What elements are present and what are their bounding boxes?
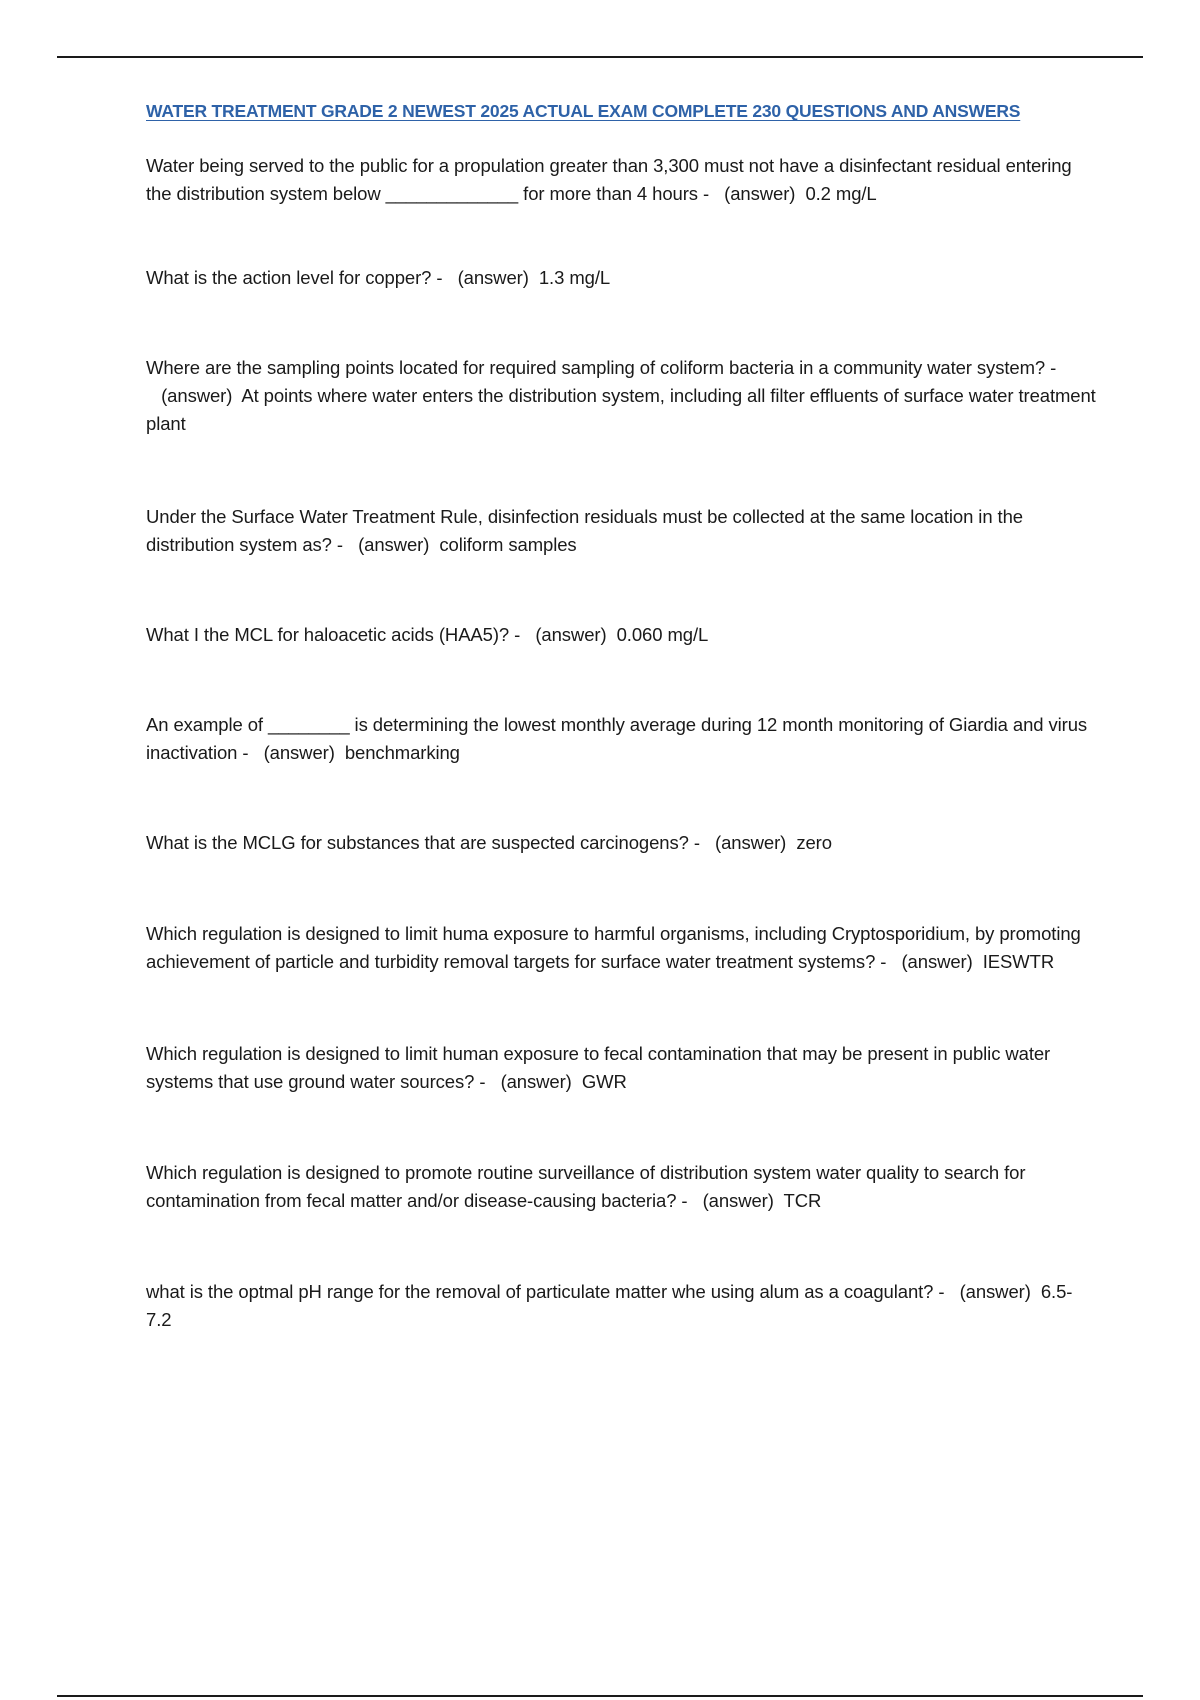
answer-marker: (answer): [161, 385, 233, 406]
question-text: What is the MCLG for substances that are suspected carcinogens? -: [146, 832, 700, 853]
answer-text: zero: [796, 832, 832, 853]
qa-item: [146, 1159, 1096, 1215]
answer-text: At points where water enters the distribution system, including all filter effluents of surface water treatment plant: [146, 385, 1096, 434]
answer-marker: (answer): [702, 1190, 774, 1211]
answer-text: GWR: [581, 1071, 627, 1092]
answer-marker: (answer): [724, 183, 796, 204]
answer-text: 0.060 mg/L: [616, 624, 709, 645]
answer-text: 0.2 mg/L: [805, 183, 877, 204]
question-text: What is the action level for copper? -: [146, 267, 443, 288]
answer-text: 6.5-7.2: [146, 1281, 1073, 1330]
answer-text: 1.3 mg/L: [538, 267, 611, 288]
qa-item: [146, 354, 1096, 438]
question-text: what is the optmal pH range for the removal of particulate matter whe using alum as a coagulant? -: [146, 1281, 945, 1302]
answer-text: IESWTR: [982, 951, 1055, 972]
question-text: Under the Surface Water Treatment Rule, disinfection residuals must be collected at the same location in the distribution system as? -: [146, 506, 1023, 555]
answer-text: coliform samples: [439, 534, 577, 555]
qa-item: [146, 152, 1096, 208]
answer-marker: (answer): [959, 1281, 1031, 1302]
answer-marker: (answer): [500, 1071, 572, 1092]
qa-item: [146, 1278, 1096, 1334]
answer-marker: (answer): [457, 267, 529, 288]
answer-text: TCR: [783, 1190, 822, 1211]
question-text: Where are the sampling points located for required sampling of coliform bacteria in a community water system? -: [146, 357, 1057, 378]
qa-item: [146, 264, 1096, 292]
question-text: An example of ________ is determining the lowest monthly average during 12 month monitoring of Giardia and virus inactivation -: [146, 714, 1088, 763]
answer-marker: (answer): [901, 951, 973, 972]
answer-marker: (answer): [263, 742, 335, 763]
qa-item: [146, 829, 1096, 857]
footer-rule: [57, 1695, 1143, 1697]
question-text: Which regulation is designed to promote routine surveillance of distribution system water quality to search for contamination from fecal matter and/or disease-causing bacteria? -: [146, 1162, 1026, 1211]
qa-item: [146, 503, 1096, 559]
qa-item: [146, 1040, 1096, 1096]
question-text: Water being served to the public for a propulation greater than 3,300 must not have a disinfectant residual entering the distribution system below _____________ for more than 4 hours -: [146, 155, 1072, 204]
answer-text: benchmarking: [344, 742, 460, 763]
header-rule: [57, 56, 1143, 58]
document-body: [146, 96, 1096, 1334]
qa-item: [146, 920, 1096, 976]
question-text: What I the MCL for haloacetic acids (HAA5)? -: [146, 624, 521, 645]
answer-marker: (answer): [715, 832, 787, 853]
qa-item: [146, 621, 1096, 649]
qa-item: [146, 711, 1096, 767]
answer-marker: (answer): [358, 534, 430, 555]
question-text: Which regulation is designed to limit human exposure to fecal contamination that may be present in public water systems that use ground water sources? -: [146, 1043, 1051, 1092]
document-title: WATER TREATMENT GRADE 2 NEWEST 2025 ACTUAL EXAM COMPLETE 230 QUESTIONS AND ANSWERS: [146, 101, 1021, 121]
answer-marker: (answer): [535, 624, 607, 645]
question-text: Which regulation is designed to limit huma exposure to harmful organisms, including Cryptosporidium, by promoting achievement of particle and turbidity removal targets for surface water treatment systems? -: [146, 923, 1081, 972]
